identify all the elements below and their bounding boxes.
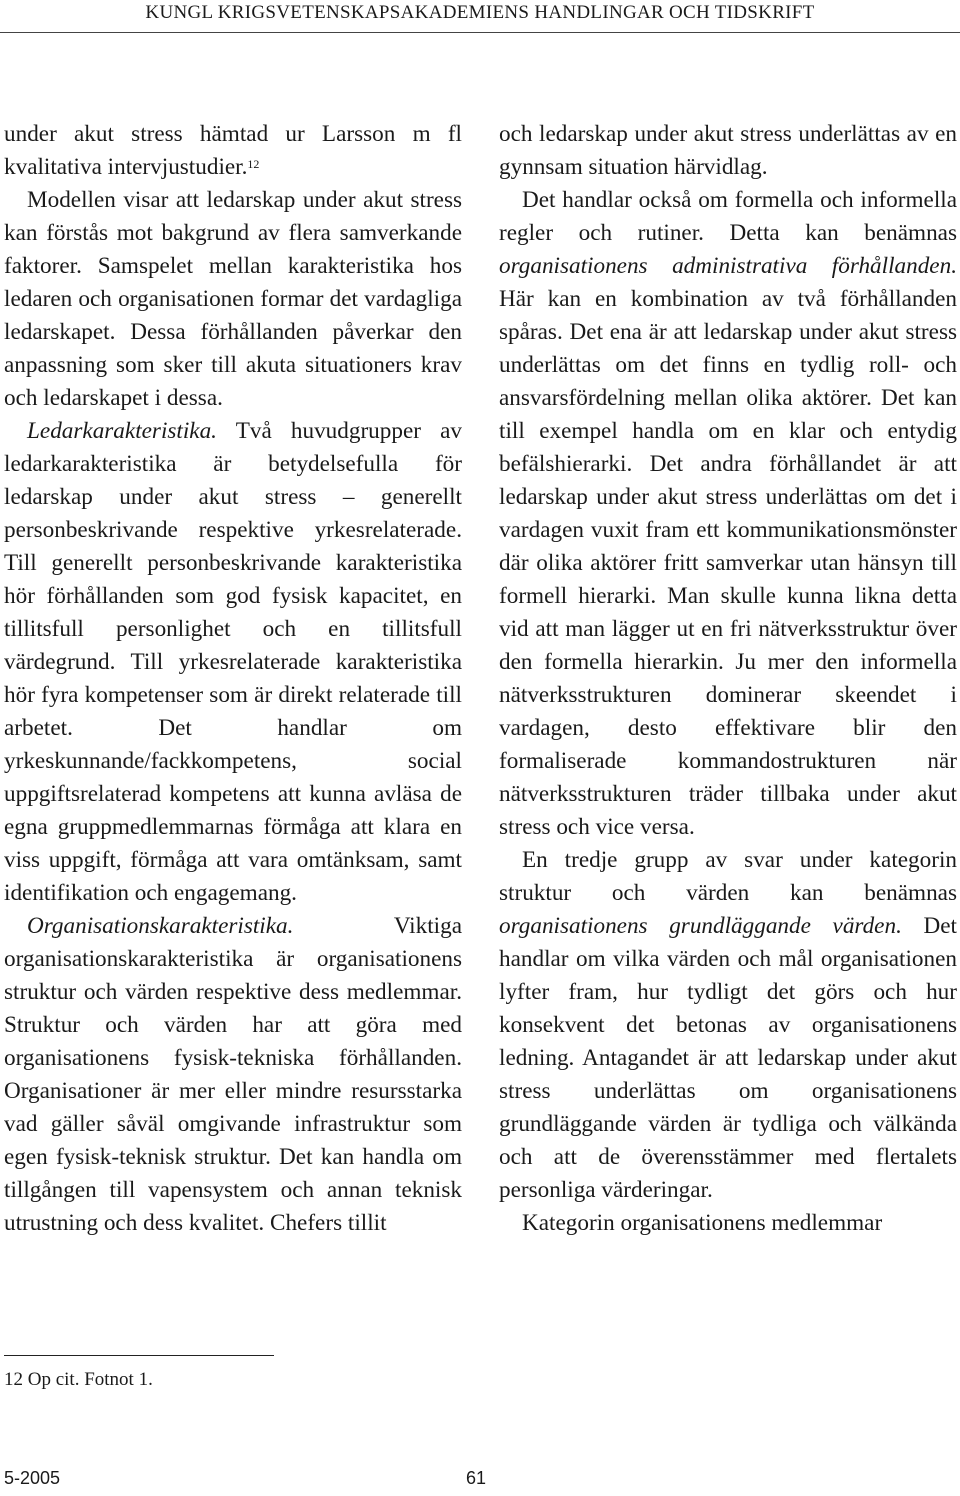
issue-number: 5-2005 [4, 1468, 61, 1488]
paragraph-text: Två huvudgrupper av ledarkarakteristika är betydelsefulla för ledarskap under akut stress – generellt personbeskrivande respektive yrkesrelaterade. Till generellt personbeskrivande karakteristika hör förhållanden som god fysisk kapacitet, en tillitsfull personlighet och en tillitsfull värdegrund. Till yrkesrelaterade karakteristika hör fyra kompetenser som är direkt relaterade till arbetet. Det handlar om yrkeskunnande/fackkompetens, social uppgiftsrelaterad kompetens att kunna avläsa de egna gruppmedlemmarnas förmåga att klara en viss uppgift, förmåga att vara omtänksam, samt identifikation och engagemang. [4, 418, 462, 906]
footnote-rule [4, 1355, 274, 1356]
term-administrative-conditions: organisationens administrativa förhållanden. [499, 253, 957, 279]
paragraph-model: Modellen visar att ledarskap under akut stress kan förstås mot bakgrund av flera samverkande faktorer. Samspelet mellan karakteristika hos ledaren och organisationen formar det vardagliga ledarskapet. Dessa förhållanden påverkar den anpassning som sker till akuta situationers krav och ledarskapet i dessa. [4, 187, 462, 411]
paragraph-continuation: och ledarskap under akut stress underlättas av en gynnsam situation härvidlag. [499, 121, 957, 180]
paragraph-organisation-characteristics [4, 910, 462, 1240]
paragraph-administrative [499, 184, 957, 844]
left-column [4, 118, 462, 1240]
paragraph-text: Här kan en kombination av två förhållanden spåras. Det ena är att ledarskap under akut stress underlättas om det finns en tydlig roll- och ansvarsfördelning mellan olika aktörer. Det kan till exempel handla om en klar och entydig befälshierarki. Det andra förhållandet är att ledarskap under akut stress underlättas om det i vardagen vuxit fram ett kommunikationsmönster där olika aktörer fritt samverkar utan hänsyn till formell hierarki. Man skulle kunna likna detta vid att man lägger ut en fri nätverksstruktur över den formella hierarkin. Ju mer den informella nätverksstrukturen dominerar skeendet i vardagen, desto effektivare blir den formaliserade kommandostrukturen när nätverksstrukturen träder tillbaka under akut stress och vice versa. [499, 286, 957, 840]
paragraph-fundamental-values [499, 844, 957, 1207]
footnote-reference[interactable]: 12 [247, 157, 260, 171]
paragraph-continuation [4, 118, 462, 184]
page-number: 61 [466, 1468, 487, 1488]
paragraph-text: Det handlar också om formella och informella regler och rutiner. Detta kan benämnas [499, 187, 957, 246]
section-heading-organisationskarakteristika: Organisationskarakteristika. [27, 913, 294, 939]
header-rule [0, 32, 960, 33]
running-header: KUNGL KRIGSVETENSKAPSAKADEMIENS HANDLINGAR OCH TIDSKRIFT [145, 2, 815, 23]
paragraph-text: En tredje grupp av svar under kategorin struktur och värden kan benämnas [499, 847, 957, 906]
paragraph-leader-characteristics [4, 415, 462, 910]
paragraph-text: Det handlar om vilka värden och mål organisationen lyfter fram, hur tydligt det görs och hur konsekvent det betonas av organisationens ledning. Antagandet är att ledarskap under akut stress underlättas om organisationens grundläggande värden är tydliga och välkända och att de överensstämmer med flertalets personliga värderingar. [499, 913, 957, 1203]
paragraph-members: Kategorin organisationens medlemmar [522, 1210, 883, 1236]
term-fundamental-values: organisationens grundläggande värden. [499, 913, 902, 939]
section-heading-ledarkarakteristika: Ledarkarakteristika. [27, 418, 217, 444]
paragraph-text: Viktiga organisationskarakteristika är organisationens struktur och värden respektive dess medlemmar. Struktur och värden har att göra med organisationens fysisk-tekniska förhållanden. Organisationer är mer eller mindre resursstarka vad gäller såväl omgivande infrastruktur som egen fysisk-teknisk struktur. Det kan handla om tillgången till vapensystem och annan teknisk utrustning och dess kvalitet. Chefers tillit [4, 913, 462, 1236]
right-column [499, 118, 957, 1240]
paragraph-text: under akut stress hämtad ur Larsson m fl kvalitativa intervjustudier. [4, 121, 462, 180]
footnote: 12 Op cit. Fotnot 1. [4, 1369, 153, 1390]
